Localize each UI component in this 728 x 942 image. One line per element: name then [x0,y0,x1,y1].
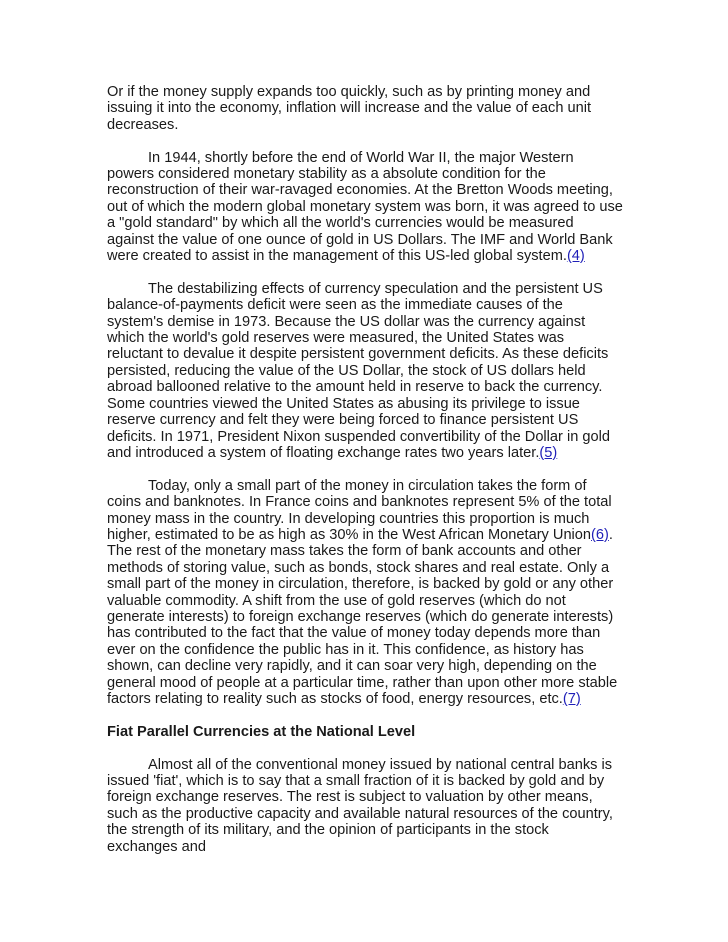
footnote-link-4[interactable]: (4) [566,248,585,265]
paragraph-inflation [107,84,623,133]
paragraph-text: Or if the money supply expands too quickly, such as by printing money and issuing it into the economy, inflation will increase and the value of each unit decreases. [107,84,592,133]
paragraph-fiat-money [107,757,623,855]
section-heading: Fiat Parallel Currencies at the National Level [107,723,416,740]
document-page [107,84,623,871]
paragraph-text-continued: . The rest of the monetary mass takes the form of bank accounts and other methods of storing value, such as bonds, stock shares and real estate. Only a small part of the money in circulation, therefore, is backed by gold or any other valuable commodity. A shift from the use of gold reserves (which do not generate interests) to foreign exchange reserves (which do generate interests) has contributed to the fact that the value of money today depends more than ever on the confidence the public has in it. This confidence, as history has shown, can decline very rapidly, and it can soar very high, depending on the general mood of people at a particular time, rather than upon other more stable factors relating to reality such as stocks of food, energy resources, etc. [107,526,618,707]
paragraph-text: Almost all of the conventional money issued by national central banks is issued 'fiat', which is to say that a small fraction of it is backed by gold and by foreign exchange reserves. The rest is subject to valuation by other means, such as the productive capacity and available natural resources of the country, the strength of its military, and the opinion of participants in the stock exchanges and [107,756,613,855]
paragraph-money-circulation [107,478,623,708]
paragraph-bretton-woods [107,150,623,265]
paragraph-text: Today, only a small part of the money in circulation takes the form of coins and banknotes. In France coins and banknotes represent 5% of the total money mass in the country. In developing countries this proportion is much higher, estimated to be as high as 30% in the West African Monetary Union [107,477,612,543]
footnote-link-5[interactable]: (5) [539,444,558,461]
paragraph-text: In 1944, shortly before the end of World War II, the major Western powers considered monetary stability as a absolute condition for the reconstruction of their war-ravaged economies. At the Bretton Woods meeting, out of which the modern global monetary system was born, it was agreed to use a "gold standard" by which all the world's currencies would be measured against the value of one ounce of gold in US Dollars. The IMF and World Bank were created to assist in the management of this US-led global system. [107,149,623,265]
footnote-link-7[interactable]: (7) [562,690,581,707]
paragraph-system-demise [107,281,623,461]
footnote-link-6[interactable]: (6) [591,526,609,543]
paragraph-text: The destabilizing effects of currency speculation and the persistent US balance-of-payments deficit were seen as the immediate causes of the system's demise in 1973. Because the US dollar was the currency against which the world's gold reserves were measured, the United States was reluctant to devalue it despite persistent government deficits. As these deficits persisted, reducing the value of the US Dollar, the stock of US dollars held abroad ballooned relative to the amount held in reserve to back the currency. Some countries viewed the United States as abusing its privilege to issue reserve currency and felt they were being forced to finance persistent US deficits. In 1971, President Nixon suspended convertibility of the Dollar in gold and introduced a system of floating exchange rates two years later. [107,280,610,461]
